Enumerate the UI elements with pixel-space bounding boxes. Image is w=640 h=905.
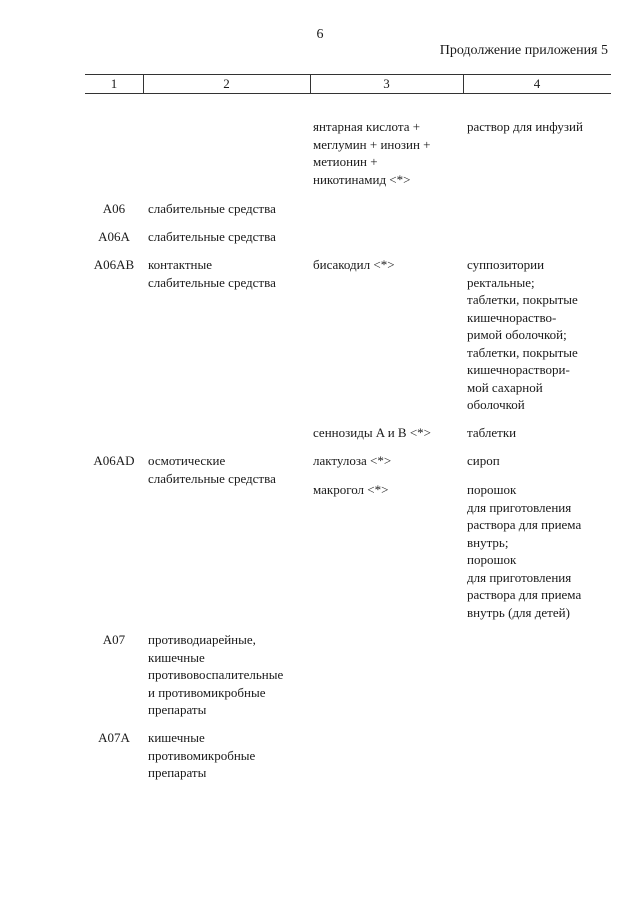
dosage-form-line: раствор для инфузий: [467, 119, 583, 134]
drug-name-line: никотинамид <*>: [313, 171, 411, 187]
atc-code-line: A07: [102, 632, 126, 647]
drug-name-line: меглумин + инозин +: [313, 136, 431, 152]
pharmacological-group: [148, 256, 276, 291]
atc-code: [88, 200, 140, 218]
pharmacological-group-line: препараты: [148, 702, 207, 717]
pharmacological-group: [148, 228, 276, 246]
column-header-3: 3: [383, 76, 390, 91]
dosage-form-line: таблетки: [467, 425, 517, 440]
pharmacological-group-line: контактные: [148, 257, 213, 272]
dosage-form-line: римой оболочкой;: [467, 327, 567, 342]
atc-code: [88, 228, 140, 246]
dosage-form-line: ректальные;: [467, 274, 535, 290]
pharmacological-group-line: осмотические: [148, 453, 226, 468]
dosage-form: [467, 424, 516, 442]
dosage-form-line: таблетки, покрытые: [467, 292, 578, 307]
pharmacological-group-line: слабительные средства: [148, 274, 276, 290]
dosage-form-line: суппозитории: [467, 257, 545, 272]
atc-code-line: A06AD: [93, 453, 135, 468]
header-top-rule: [85, 74, 611, 75]
drug-name-line: метионин +: [313, 154, 378, 169]
dosage-form-line: внутрь;: [467, 534, 509, 550]
dosage-form-line: раствора для приема: [467, 587, 582, 602]
atc-code: [88, 452, 140, 470]
drug-name-line: янтарная кислота +: [313, 119, 421, 134]
pharmacological-group-line: слабительные средства: [148, 229, 276, 244]
dosage-form-line: внутрь (для детей): [467, 604, 570, 620]
drug-name: [313, 256, 395, 274]
drug-name: [313, 118, 431, 188]
dosage-form: [467, 452, 500, 470]
drug-name-line: макрогол <*>: [313, 482, 389, 497]
pharmacological-group-line: кишечные: [148, 649, 205, 665]
page-number: 6: [316, 27, 324, 42]
drug-name: [313, 452, 391, 470]
pharmacological-group-line: слабительные средства: [148, 470, 276, 486]
dosage-form: [467, 481, 581, 621]
dosage-form-line: мой сахарной: [467, 379, 543, 395]
pharmacological-group: [148, 729, 255, 782]
pharmacological-group-line: препараты: [148, 765, 207, 780]
pharmacological-group: [148, 200, 276, 218]
dosage-form-line: порошок: [467, 482, 517, 497]
dosage-form-line: для приготовления: [467, 499, 572, 515]
dosage-form-line: кишечнораствори-: [467, 362, 570, 377]
dosage-form: [467, 256, 578, 414]
column-header-1: 1: [110, 76, 118, 91]
pharmacological-group-line: противовоспалительные: [148, 667, 284, 682]
dosage-form: [467, 118, 583, 136]
dosage-form-line: порошок: [467, 552, 517, 567]
atc-code-line: A06AB: [93, 257, 135, 272]
pharmacological-group-line: слабительные средства: [148, 201, 276, 216]
atc-code-line: A06: [102, 201, 126, 216]
atc-code: [88, 256, 140, 274]
drug-name: [313, 424, 431, 442]
dosage-form-line: оболочкой: [467, 397, 525, 412]
atc-code: [88, 729, 140, 747]
column-header-2: 2: [223, 76, 230, 91]
drug-name-line: бисакодил <*>: [313, 257, 395, 272]
dosage-form-line: для приготовления: [467, 569, 572, 585]
drug-name-line: лактулоза <*>: [313, 453, 392, 468]
pharmacological-group: [148, 452, 276, 487]
column-header-4: 4: [533, 76, 541, 91]
continuation-heading: Продолжение приложения 5: [439, 43, 608, 58]
dosage-form-line: таблетки, покрытые: [467, 344, 578, 360]
drug-name-line: сеннозиды A и B <*>: [313, 425, 432, 440]
pharmacological-group-line: противодиарейные,: [148, 632, 256, 647]
dosage-form-line: раствора для приема: [467, 517, 582, 532]
atc-code-line: A06A: [98, 229, 130, 244]
atc-code: [88, 631, 140, 649]
dosage-form-line: кишечнораство-: [467, 309, 557, 325]
dosage-form-line: сироп: [467, 453, 500, 468]
pharmacological-group: [148, 631, 283, 719]
drug-name: [313, 481, 388, 499]
pharmacological-group-line: кишечные: [148, 730, 205, 745]
pharmacological-group-line: противомикробные: [148, 747, 256, 763]
pharmacological-group-line: и противомикробные: [148, 684, 266, 700]
header-bottom-rule: [85, 93, 611, 94]
atc-code-line: A07A: [98, 730, 130, 745]
